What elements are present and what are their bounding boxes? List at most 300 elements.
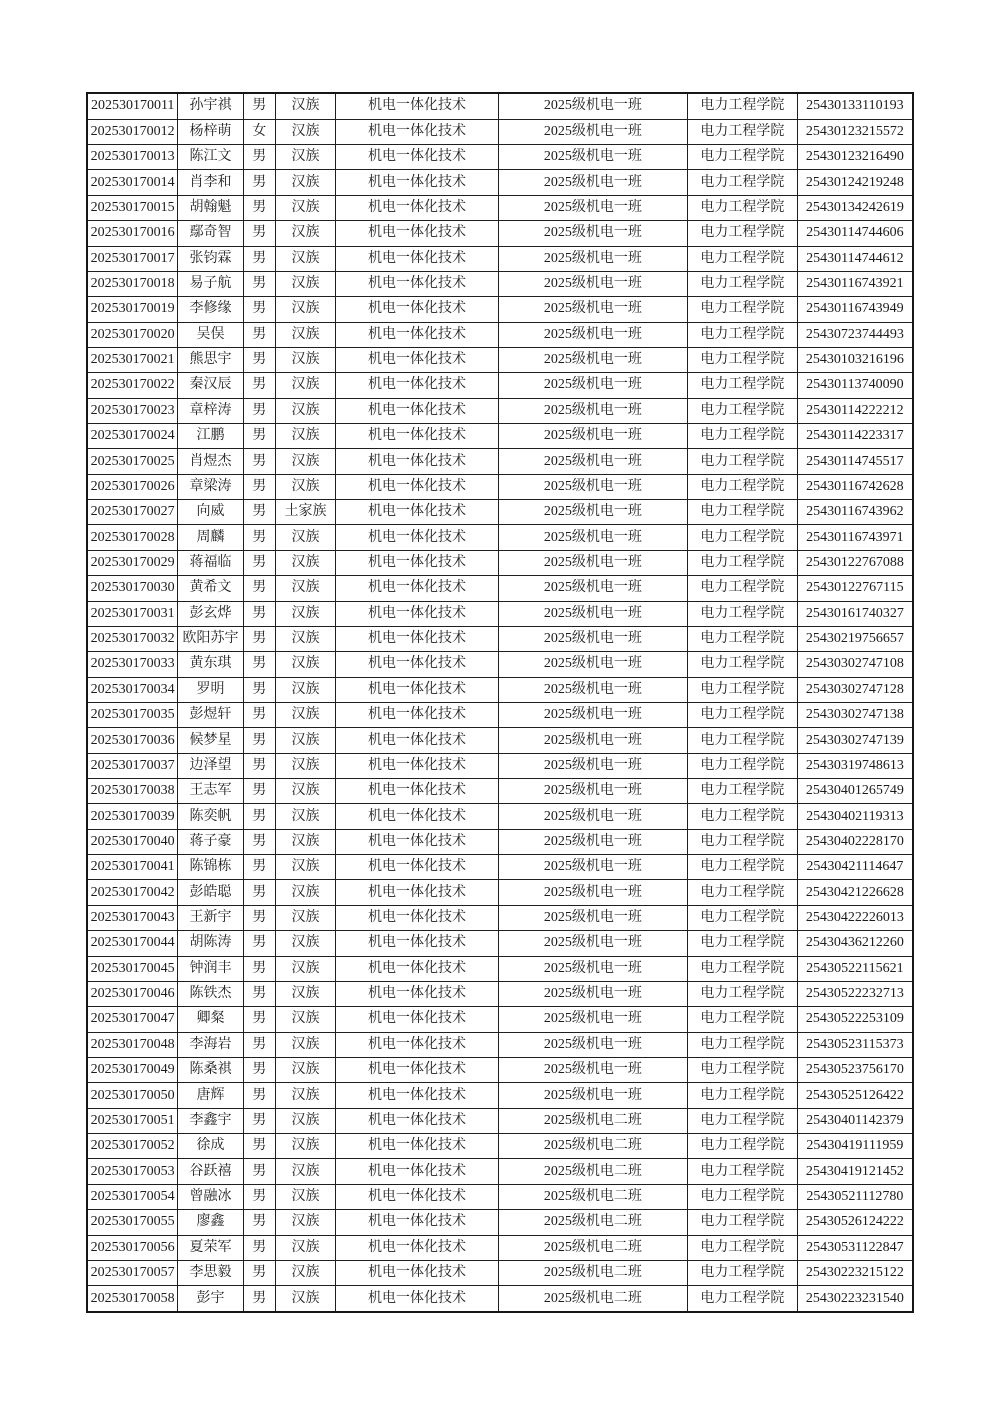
cell-major: 机电一体化技术 — [336, 905, 499, 930]
cell-class-name: 2025级机电一班 — [498, 880, 687, 905]
cell-student-id: 202530170046 — [87, 981, 178, 1006]
cell-major: 机电一体化技术 — [336, 195, 499, 220]
cell-college: 电力工程学院 — [687, 981, 797, 1006]
cell-candidate-number: 25430522232713 — [797, 981, 913, 1006]
cell-student-id: 202530170025 — [87, 449, 178, 474]
cell-candidate-number: 25430402228170 — [797, 829, 913, 854]
cell-class-name: 2025级机电一班 — [498, 829, 687, 854]
table-row — [87, 500, 913, 525]
cell-major: 机电一体化技术 — [336, 93, 499, 119]
cell-student-name: 熊思宇 — [178, 347, 243, 372]
cell-ethnicity: 汉族 — [275, 728, 335, 753]
cell-major: 机电一体化技术 — [336, 728, 499, 753]
table-row — [87, 1058, 913, 1083]
table-row — [87, 1210, 913, 1235]
cell-gender: 男 — [243, 1108, 275, 1133]
cell-ethnicity: 汉族 — [275, 601, 335, 626]
cell-college: 电力工程学院 — [687, 728, 797, 753]
cell-ethnicity: 汉族 — [275, 145, 335, 170]
cell-candidate-number: 25430525126422 — [797, 1083, 913, 1108]
table-row — [87, 271, 913, 296]
cell-class-name: 2025级机电一班 — [498, 373, 687, 398]
cell-candidate-number: 25430103216196 — [797, 347, 913, 372]
cell-student-id: 202530170040 — [87, 829, 178, 854]
cell-college: 电力工程学院 — [687, 855, 797, 880]
cell-gender: 男 — [243, 880, 275, 905]
cell-student-name: 唐辉 — [178, 1083, 243, 1108]
cell-gender: 男 — [243, 1007, 275, 1032]
cell-college: 电力工程学院 — [687, 576, 797, 601]
cell-major: 机电一体化技术 — [336, 170, 499, 195]
cell-college: 电力工程学院 — [687, 829, 797, 854]
cell-class-name: 2025级机电一班 — [498, 931, 687, 956]
cell-class-name: 2025级机电一班 — [498, 398, 687, 423]
cell-class-name: 2025级机电一班 — [498, 1058, 687, 1083]
cell-candidate-number: 25430134242619 — [797, 195, 913, 220]
cell-candidate-number: 25430124219248 — [797, 170, 913, 195]
cell-college: 电力工程学院 — [687, 1032, 797, 1057]
cell-major: 机电一体化技术 — [336, 449, 499, 474]
cell-ethnicity: 汉族 — [275, 779, 335, 804]
cell-major: 机电一体化技术 — [336, 500, 499, 525]
cell-college: 电力工程学院 — [687, 1260, 797, 1285]
cell-ethnicity: 汉族 — [275, 1286, 335, 1312]
table-row — [87, 525, 913, 550]
cell-gender: 男 — [243, 322, 275, 347]
cell-candidate-number: 25430114745517 — [797, 449, 913, 474]
cell-college: 电力工程学院 — [687, 1007, 797, 1032]
cell-gender: 男 — [243, 652, 275, 677]
cell-ethnicity: 汉族 — [275, 804, 335, 829]
table-row — [87, 93, 913, 119]
cell-class-name: 2025级机电一班 — [498, 905, 687, 930]
cell-gender: 男 — [243, 1083, 275, 1108]
cell-ethnicity: 汉族 — [275, 271, 335, 296]
cell-student-id: 202530170031 — [87, 601, 178, 626]
cell-student-name: 李修缘 — [178, 297, 243, 322]
cell-class-name: 2025级机电一班 — [498, 804, 687, 829]
cell-major: 机电一体化技术 — [336, 271, 499, 296]
cell-gender: 男 — [243, 931, 275, 956]
cell-student-name: 彭煜轩 — [178, 702, 243, 727]
cell-major: 机电一体化技术 — [336, 1032, 499, 1057]
cell-student-name: 陈桑祺 — [178, 1058, 243, 1083]
cell-gender: 男 — [243, 855, 275, 880]
cell-candidate-number: 25430116743921 — [797, 271, 913, 296]
cell-college: 电力工程学院 — [687, 474, 797, 499]
cell-gender: 男 — [243, 398, 275, 423]
cell-college: 电力工程学院 — [687, 880, 797, 905]
cell-student-id: 202530170011 — [87, 93, 178, 119]
cell-major: 机电一体化技术 — [336, 576, 499, 601]
cell-major: 机电一体化技术 — [336, 652, 499, 677]
cell-student-name: 鄢奇智 — [178, 221, 243, 246]
cell-student-name: 周麟 — [178, 525, 243, 550]
cell-gender: 男 — [243, 271, 275, 296]
cell-student-id: 202530170056 — [87, 1235, 178, 1260]
cell-candidate-number: 25430114744612 — [797, 246, 913, 271]
cell-class-name: 2025级机电一班 — [498, 424, 687, 449]
table-row — [87, 424, 913, 449]
cell-student-id: 202530170033 — [87, 652, 178, 677]
cell-gender: 男 — [243, 195, 275, 220]
cell-major: 机电一体化技术 — [336, 1235, 499, 1260]
cell-student-id: 202530170057 — [87, 1260, 178, 1285]
cell-candidate-number: 25430219756657 — [797, 626, 913, 651]
cell-ethnicity: 汉族 — [275, 576, 335, 601]
table-row — [87, 373, 913, 398]
cell-student-name: 彭玄烨 — [178, 601, 243, 626]
table-row — [87, 398, 913, 423]
cell-college: 电力工程学院 — [687, 1184, 797, 1209]
table-row — [87, 956, 913, 981]
cell-class-name: 2025级机电一班 — [498, 297, 687, 322]
table-row — [87, 576, 913, 601]
table-row — [87, 1032, 913, 1057]
cell-class-name: 2025级机电一班 — [498, 779, 687, 804]
cell-candidate-number: 25430402119313 — [797, 804, 913, 829]
cell-major: 机电一体化技术 — [336, 677, 499, 702]
cell-student-id: 202530170020 — [87, 322, 178, 347]
cell-class-name: 2025级机电一班 — [498, 855, 687, 880]
cell-college: 电力工程学院 — [687, 119, 797, 144]
cell-candidate-number: 25430302747128 — [797, 677, 913, 702]
cell-candidate-number: 25430319748613 — [797, 753, 913, 778]
cell-class-name: 2025级机电一班 — [498, 576, 687, 601]
cell-college: 电力工程学院 — [687, 373, 797, 398]
cell-college: 电力工程学院 — [687, 677, 797, 702]
cell-gender: 男 — [243, 246, 275, 271]
cell-college: 电力工程学院 — [687, 347, 797, 372]
cell-student-name: 陈锦栋 — [178, 855, 243, 880]
cell-gender: 男 — [243, 601, 275, 626]
cell-major: 机电一体化技术 — [336, 1083, 499, 1108]
cell-ethnicity: 汉族 — [275, 93, 335, 119]
cell-major: 机电一体化技术 — [336, 626, 499, 651]
cell-gender: 男 — [243, 753, 275, 778]
table-row — [87, 1235, 913, 1260]
cell-class-name: 2025级机电二班 — [498, 1210, 687, 1235]
cell-student-name: 曾融冰 — [178, 1184, 243, 1209]
cell-student-name: 李思毅 — [178, 1260, 243, 1285]
cell-student-id: 202530170049 — [87, 1058, 178, 1083]
cell-major: 机电一体化技术 — [336, 779, 499, 804]
cell-gender: 男 — [243, 677, 275, 702]
cell-major: 机电一体化技术 — [336, 1260, 499, 1285]
cell-gender: 男 — [243, 905, 275, 930]
cell-ethnicity: 汉族 — [275, 956, 335, 981]
table-row — [87, 981, 913, 1006]
cell-ethnicity: 土家族 — [275, 500, 335, 525]
cell-major: 机电一体化技术 — [336, 1286, 499, 1312]
cell-candidate-number: 25430521112780 — [797, 1184, 913, 1209]
cell-student-id: 202530170015 — [87, 195, 178, 220]
cell-student-id: 202530170024 — [87, 424, 178, 449]
cell-student-id: 202530170048 — [87, 1032, 178, 1057]
cell-student-name: 张钧霖 — [178, 246, 243, 271]
cell-student-name: 肖李和 — [178, 170, 243, 195]
table-row — [87, 347, 913, 372]
cell-student-name: 钟润丰 — [178, 956, 243, 981]
cell-gender: 男 — [243, 829, 275, 854]
cell-student-name: 杨梓萌 — [178, 119, 243, 144]
cell-college: 电力工程学院 — [687, 145, 797, 170]
cell-gender: 男 — [243, 626, 275, 651]
cell-ethnicity: 汉族 — [275, 1235, 335, 1260]
table-row — [87, 1108, 913, 1133]
cell-major: 机电一体化技术 — [336, 601, 499, 626]
cell-gender: 男 — [243, 221, 275, 246]
cell-class-name: 2025级机电一班 — [498, 93, 687, 119]
cell-college: 电力工程学院 — [687, 398, 797, 423]
cell-class-name: 2025级机电一班 — [498, 1032, 687, 1057]
cell-student-id: 202530170030 — [87, 576, 178, 601]
cell-gender: 男 — [243, 500, 275, 525]
cell-student-id: 202530170019 — [87, 297, 178, 322]
cell-class-name: 2025级机电一班 — [498, 601, 687, 626]
cell-student-name: 陈铁杰 — [178, 981, 243, 1006]
cell-class-name: 2025级机电一班 — [498, 170, 687, 195]
cell-candidate-number: 25430421226628 — [797, 880, 913, 905]
cell-student-id: 202530170032 — [87, 626, 178, 651]
cell-college: 电力工程学院 — [687, 1159, 797, 1184]
cell-ethnicity: 汉族 — [275, 195, 335, 220]
cell-student-name: 候梦星 — [178, 728, 243, 753]
cell-class-name: 2025级机电一班 — [498, 652, 687, 677]
cell-candidate-number: 25430223231540 — [797, 1286, 913, 1312]
cell-student-id: 202530170034 — [87, 677, 178, 702]
cell-college: 电力工程学院 — [687, 1058, 797, 1083]
cell-major: 机电一体化技术 — [336, 931, 499, 956]
cell-major: 机电一体化技术 — [336, 550, 499, 575]
cell-student-id: 202530170026 — [87, 474, 178, 499]
table-row — [87, 550, 913, 575]
cell-student-id: 202530170044 — [87, 931, 178, 956]
cell-ethnicity: 汉族 — [275, 1108, 335, 1133]
cell-college: 电力工程学院 — [687, 195, 797, 220]
cell-ethnicity: 汉族 — [275, 829, 335, 854]
cell-student-id: 202530170043 — [87, 905, 178, 930]
cell-major: 机电一体化技术 — [336, 221, 499, 246]
table-row — [87, 728, 913, 753]
table-row — [87, 702, 913, 727]
cell-college: 电力工程学院 — [687, 424, 797, 449]
cell-class-name: 2025级机电二班 — [498, 1235, 687, 1260]
cell-ethnicity: 汉族 — [275, 905, 335, 930]
cell-candidate-number: 25430116742628 — [797, 474, 913, 499]
cell-student-id: 202530170042 — [87, 880, 178, 905]
cell-class-name: 2025级机电一班 — [498, 677, 687, 702]
cell-class-name: 2025级机电一班 — [498, 271, 687, 296]
cell-student-id: 202530170022 — [87, 373, 178, 398]
cell-college: 电力工程学院 — [687, 1235, 797, 1260]
table-row — [87, 1134, 913, 1159]
table-row — [87, 145, 913, 170]
cell-student-name: 彭宇 — [178, 1286, 243, 1312]
cell-college: 电力工程学院 — [687, 753, 797, 778]
cell-gender: 男 — [243, 1159, 275, 1184]
cell-class-name: 2025级机电一班 — [498, 145, 687, 170]
cell-gender: 男 — [243, 373, 275, 398]
cell-college: 电力工程学院 — [687, 449, 797, 474]
cell-class-name: 2025级机电一班 — [498, 626, 687, 651]
cell-student-name: 夏荣军 — [178, 1235, 243, 1260]
cell-ethnicity: 汉族 — [275, 931, 335, 956]
cell-gender: 男 — [243, 702, 275, 727]
cell-candidate-number: 25430419111959 — [797, 1134, 913, 1159]
cell-college: 电力工程学院 — [687, 271, 797, 296]
cell-student-id: 202530170037 — [87, 753, 178, 778]
cell-major: 机电一体化技术 — [336, 753, 499, 778]
cell-student-id: 202530170052 — [87, 1134, 178, 1159]
cell-student-name: 吴俣 — [178, 322, 243, 347]
cell-ethnicity: 汉族 — [275, 1210, 335, 1235]
cell-major: 机电一体化技术 — [336, 1210, 499, 1235]
cell-major: 机电一体化技术 — [336, 373, 499, 398]
cell-student-name: 陈奕帆 — [178, 804, 243, 829]
cell-ethnicity: 汉族 — [275, 1159, 335, 1184]
cell-college: 电力工程学院 — [687, 702, 797, 727]
cell-major: 机电一体化技术 — [336, 956, 499, 981]
cell-candidate-number: 25430116743971 — [797, 525, 913, 550]
cell-candidate-number: 25430526124222 — [797, 1210, 913, 1235]
cell-gender: 男 — [243, 1134, 275, 1159]
cell-candidate-number: 25430421114647 — [797, 855, 913, 880]
cell-gender: 男 — [243, 297, 275, 322]
cell-student-name: 王新宇 — [178, 905, 243, 930]
cell-ethnicity: 汉族 — [275, 677, 335, 702]
cell-major: 机电一体化技术 — [336, 829, 499, 854]
cell-major: 机电一体化技术 — [336, 981, 499, 1006]
cell-candidate-number: 25430302747108 — [797, 652, 913, 677]
cell-ethnicity: 汉族 — [275, 221, 335, 246]
table-row — [87, 449, 913, 474]
cell-student-id: 202530170036 — [87, 728, 178, 753]
cell-student-name: 罗明 — [178, 677, 243, 702]
cell-student-name: 向威 — [178, 500, 243, 525]
cell-gender: 男 — [243, 779, 275, 804]
cell-ethnicity: 汉族 — [275, 855, 335, 880]
cell-student-name: 徐成 — [178, 1134, 243, 1159]
cell-gender: 男 — [243, 474, 275, 499]
cell-candidate-number: 25430419121452 — [797, 1159, 913, 1184]
cell-college: 电力工程学院 — [687, 246, 797, 271]
cell-college: 电力工程学院 — [687, 550, 797, 575]
table-row — [87, 1184, 913, 1209]
cell-gender: 男 — [243, 1032, 275, 1057]
student-roster-table — [86, 92, 914, 1313]
cell-student-id: 202530170038 — [87, 779, 178, 804]
cell-candidate-number: 25430123216490 — [797, 145, 913, 170]
cell-college: 电力工程学院 — [687, 931, 797, 956]
cell-ethnicity: 汉族 — [275, 626, 335, 651]
cell-candidate-number: 25430401142379 — [797, 1108, 913, 1133]
cell-candidate-number: 25430422226013 — [797, 905, 913, 930]
cell-student-id: 202530170053 — [87, 1159, 178, 1184]
table-row — [87, 1260, 913, 1285]
cell-gender: 男 — [243, 576, 275, 601]
cell-student-id: 202530170047 — [87, 1007, 178, 1032]
table-row — [87, 195, 913, 220]
cell-ethnicity: 汉族 — [275, 1260, 335, 1285]
cell-gender: 男 — [243, 525, 275, 550]
cell-ethnicity: 汉族 — [275, 119, 335, 144]
cell-gender: 男 — [243, 1184, 275, 1209]
cell-class-name: 2025级机电一班 — [498, 753, 687, 778]
student-table-body — [87, 93, 913, 1312]
cell-student-name: 李鑫宇 — [178, 1108, 243, 1133]
cell-student-name: 江鹏 — [178, 424, 243, 449]
cell-student-name: 蒋子豪 — [178, 829, 243, 854]
cell-class-name: 2025级机电二班 — [498, 1184, 687, 1209]
cell-class-name: 2025级机电一班 — [498, 347, 687, 372]
cell-student-name: 章梓涛 — [178, 398, 243, 423]
cell-college: 电力工程学院 — [687, 905, 797, 930]
cell-student-id: 202530170023 — [87, 398, 178, 423]
cell-gender: 男 — [243, 170, 275, 195]
cell-college: 电力工程学院 — [687, 956, 797, 981]
cell-gender: 男 — [243, 1210, 275, 1235]
cell-major: 机电一体化技术 — [336, 474, 499, 499]
cell-candidate-number: 25430302747138 — [797, 702, 913, 727]
cell-ethnicity: 汉族 — [275, 322, 335, 347]
cell-class-name: 2025级机电一班 — [498, 1007, 687, 1032]
table-row — [87, 779, 913, 804]
cell-student-id: 202530170054 — [87, 1184, 178, 1209]
cell-ethnicity: 汉族 — [275, 1184, 335, 1209]
cell-college: 电力工程学院 — [687, 1134, 797, 1159]
cell-student-id: 202530170029 — [87, 550, 178, 575]
cell-ethnicity: 汉族 — [275, 474, 335, 499]
cell-candidate-number: 25430116743962 — [797, 500, 913, 525]
cell-ethnicity: 汉族 — [275, 1007, 335, 1032]
cell-major: 机电一体化技术 — [336, 398, 499, 423]
cell-major: 机电一体化技术 — [336, 424, 499, 449]
cell-major: 机电一体化技术 — [336, 322, 499, 347]
table-row — [87, 626, 913, 651]
table-row — [87, 880, 913, 905]
cell-ethnicity: 汉族 — [275, 1083, 335, 1108]
cell-gender: 男 — [243, 728, 275, 753]
table-row — [87, 829, 913, 854]
cell-candidate-number: 25430114223317 — [797, 424, 913, 449]
cell-gender: 男 — [243, 981, 275, 1006]
cell-college: 电力工程学院 — [687, 1210, 797, 1235]
cell-class-name: 2025级机电一班 — [498, 221, 687, 246]
cell-ethnicity: 汉族 — [275, 297, 335, 322]
cell-college: 电力工程学院 — [687, 322, 797, 347]
cell-college: 电力工程学院 — [687, 525, 797, 550]
table-row — [87, 1007, 913, 1032]
cell-college: 电力工程学院 — [687, 626, 797, 651]
cell-major: 机电一体化技术 — [336, 347, 499, 372]
cell-gender: 男 — [243, 1260, 275, 1285]
cell-student-name: 胡翰魁 — [178, 195, 243, 220]
cell-student-name: 欧阳苏宇 — [178, 626, 243, 651]
cell-college: 电力工程学院 — [687, 779, 797, 804]
cell-student-id: 202530170041 — [87, 855, 178, 880]
cell-student-name: 章梁涛 — [178, 474, 243, 499]
cell-class-name: 2025级机电一班 — [498, 956, 687, 981]
cell-student-name: 秦汉辰 — [178, 373, 243, 398]
cell-class-name: 2025级机电一班 — [498, 981, 687, 1006]
table-row — [87, 297, 913, 322]
table-row — [87, 677, 913, 702]
cell-candidate-number: 25430114222212 — [797, 398, 913, 423]
cell-class-name: 2025级机电一班 — [498, 195, 687, 220]
table-row — [87, 221, 913, 246]
cell-candidate-number: 25430122767088 — [797, 550, 913, 575]
